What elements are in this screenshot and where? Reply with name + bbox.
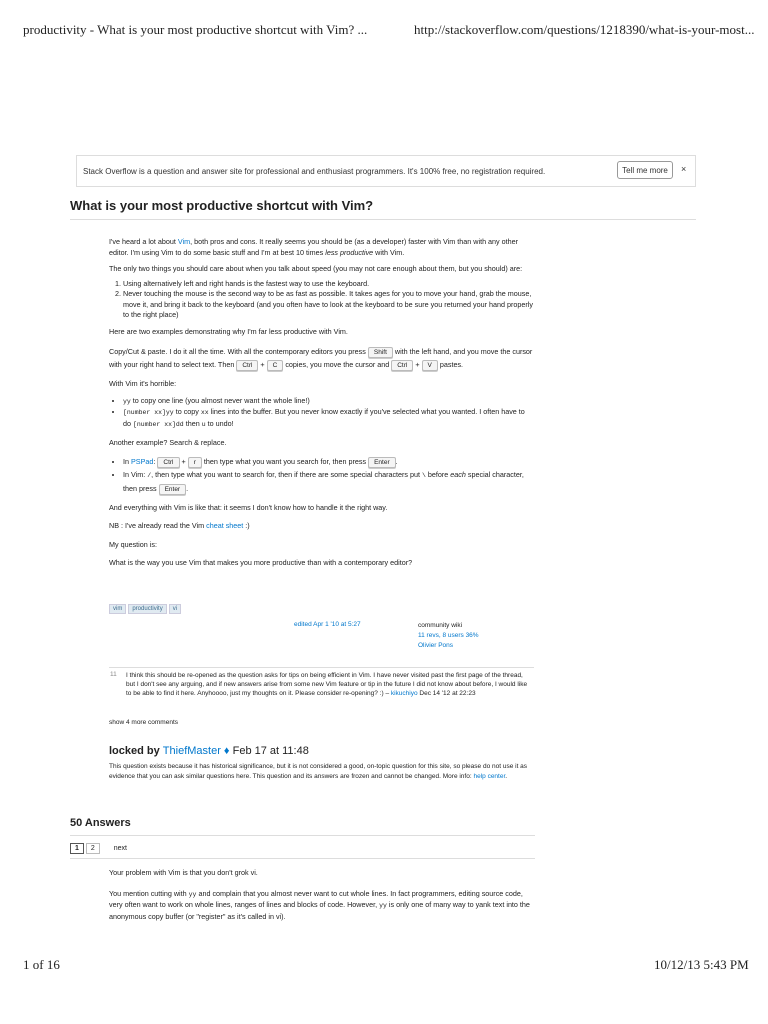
list-item: • In Vim: /, then type what you want to search for, then if there are some special characters put \ before each special character, then press Enter .: [123, 468, 534, 495]
question-paragraph: Here are two examples demonstrating why I'm far less productive with Vim.: [109, 326, 348, 336]
edited-link[interactable]: edited Apr 1 '10 at 5:27: [294, 621, 361, 628]
kbd-key: C: [267, 360, 284, 371]
comment-divider: [109, 667, 534, 668]
kbd-key: r: [188, 457, 202, 468]
title-divider: [70, 219, 696, 220]
list-item: 2. Never touching the mouse is the second way to be as fast as possible. It takes ages for you to move your hand, grab the mouse, move it, and bring it back to the keyboard (and you often have to look at the keyboard to be sure you returned your hand properly to the right place): [123, 289, 534, 321]
locked-heading: locked by ThiefMaster ♦ Feb 17 at 11:48: [109, 745, 309, 757]
kbd-key: V: [422, 360, 438, 371]
tell-me-more-button[interactable]: Tell me more: [617, 161, 673, 179]
vim-link[interactable]: Vim: [177, 237, 191, 246]
tag-productivity[interactable]: productivity: [128, 604, 166, 614]
kbd-key: Ctrl: [236, 360, 258, 371]
close-icon[interactable]: ×: [681, 164, 687, 174]
site-notice-banner: [76, 155, 696, 187]
cheat-sheet-link[interactable]: cheat sheet: [206, 521, 244, 530]
list-item: 1. Using alternatively left and right hands is the fastest way to use the keyboard.: [123, 279, 534, 290]
community-wiki-label: [418, 621, 479, 651]
question-paragraph: NB : I've already read the Vim cheat sheet :): [109, 521, 250, 530]
answer-paragraph: Your problem with Vim is that you don't grok vi.: [109, 868, 258, 877]
kbd-key: Shift: [368, 347, 393, 358]
search-list: [109, 455, 534, 495]
kbd-key: Enter: [159, 484, 187, 495]
next-page-link[interactable]: next: [113, 845, 127, 852]
speed-list: [109, 279, 534, 321]
answer-paragraph: You mention cutting with yy and complain that you almost never want to cut whole lines. In fact programmers, editing source code, very often want to work on whole lines, ranges of lines and blocks of code. However, yy is only one of many way to yank text into the anonymous copy buffer (or "register" as it's called in vi).: [109, 888, 530, 921]
print-footer-page: 1 of 16: [23, 957, 60, 972]
tag-list: [109, 597, 183, 615]
comment-score: 11: [110, 671, 117, 678]
pager: [70, 843, 127, 854]
kbd-key: Ctrl: [391, 360, 413, 371]
page-2-button[interactable]: 2: [86, 843, 100, 854]
site-notice-text: Stack Overflow is a question and answer site for professional and enthusiast programmers. It's 100% free, no registration required.: [83, 167, 546, 176]
vim-list: [109, 396, 534, 431]
comment-text: I think this should be re-opened as the question asks for tips on being efficient in Vim. I have never visited past the first page of the thread, but I don't see any arguing, and if new answers arise from some new Vim feature or tip in the future I did not know about before, I would like to be able to find it here. Anyhoooo, just my thoughts on it. Please consider re-opening? :) –: [126, 672, 528, 698]
author-link[interactable]: Olivier Pons: [418, 642, 454, 649]
moderator-diamond-icon: ♦: [220, 745, 230, 757]
question-paragraph: I've heard a lot about Vim, both pros and cons. It really seems you should be (as a developer) faster with Vim than with any other editor. I'm using Vim to do some basic stuff and I'm at best 10 times less productive with Vim.: [109, 237, 519, 257]
question-paragraph: What is the way you use Vim that makes you more productive than with a contemporary editor?: [109, 558, 413, 567]
locked-notice: This question exists because it has historical significance, but it is not considered a good, on-topic question for this site, so please do not use it as evidence that you can ask similar questions here. This question and its answers are frozen and cannot be changed. More info: help center.: [109, 763, 528, 780]
page-1-button[interactable]: 1: [70, 843, 84, 854]
locked-date: Feb 17 at 11:48: [229, 745, 309, 757]
print-header-title: productivity - What is your most productive shortcut with Vim? ...: [23, 22, 368, 37]
answers-divider: [70, 835, 535, 836]
kbd-key: Ctrl: [157, 457, 179, 468]
pspad-link[interactable]: PSPad: [131, 456, 154, 466]
question-paragraph: Copy/Cut & paste. I do it all the time. With all the contemporary editors you press Shift with the left hand, and you move the cursor with your right hand to select text. Then Ctrl + C copies, you move the cursor and Ctrl + V pastes.: [109, 347, 533, 369]
comment: [126, 671, 532, 699]
question-paragraph: Another example? Search & replace.: [109, 438, 227, 447]
answers-heading: 50 Answers: [70, 817, 131, 829]
question-paragraph: And everything with Vim is like that: it seems I don't know how to handle it the right way.: [109, 502, 388, 512]
revisions-link[interactable]: 11 revs, 8 users 36%: [418, 632, 479, 639]
question-paragraph: With Vim it's horrible:: [109, 379, 177, 388]
help-center-link[interactable]: help center: [473, 773, 506, 780]
tag-vim[interactable]: vim: [109, 604, 126, 614]
list-item: • In PSPad: Ctrl + r then type what you want you search for, then press Enter .: [123, 455, 534, 468]
pager-divider: [70, 858, 535, 859]
question-paragraph: My question is:: [109, 539, 157, 549]
comment-date: Dec 14 '12 at 22:23: [417, 690, 476, 698]
print-header-url: http://stackoverflow.com/questions/1218390/what-is-your-most...: [414, 22, 755, 37]
answer-body: [109, 868, 534, 922]
list-item: • yy to copy one line (you almost never want the whole line!): [123, 396, 534, 408]
print-footer-datetime: 10/12/13 5:43 PM: [654, 957, 749, 972]
question-body: [109, 237, 534, 569]
locker-user-link[interactable]: ThiefMaster: [162, 745, 221, 757]
community-wiki: community wiki: [418, 622, 463, 629]
list-item: • [number xx]yy to copy xx lines into the buffer. But you never know exactly if you've selected what you wanted. I often have to do [number xx]dd then u to undo!: [123, 407, 534, 430]
show-more-comments-link[interactable]: show 4 more comments: [109, 719, 178, 726]
tag-vi[interactable]: vi: [169, 604, 181, 614]
question-title[interactable]: What is your most productive shortcut with Vim?: [70, 198, 374, 213]
comment-user-link[interactable]: kikuchiyo: [390, 690, 418, 698]
question-paragraph: The only two things you should care about when you talk about speed (you may not care enough about them, but you should) are:: [109, 264, 523, 273]
kbd-key: Enter: [368, 457, 396, 468]
